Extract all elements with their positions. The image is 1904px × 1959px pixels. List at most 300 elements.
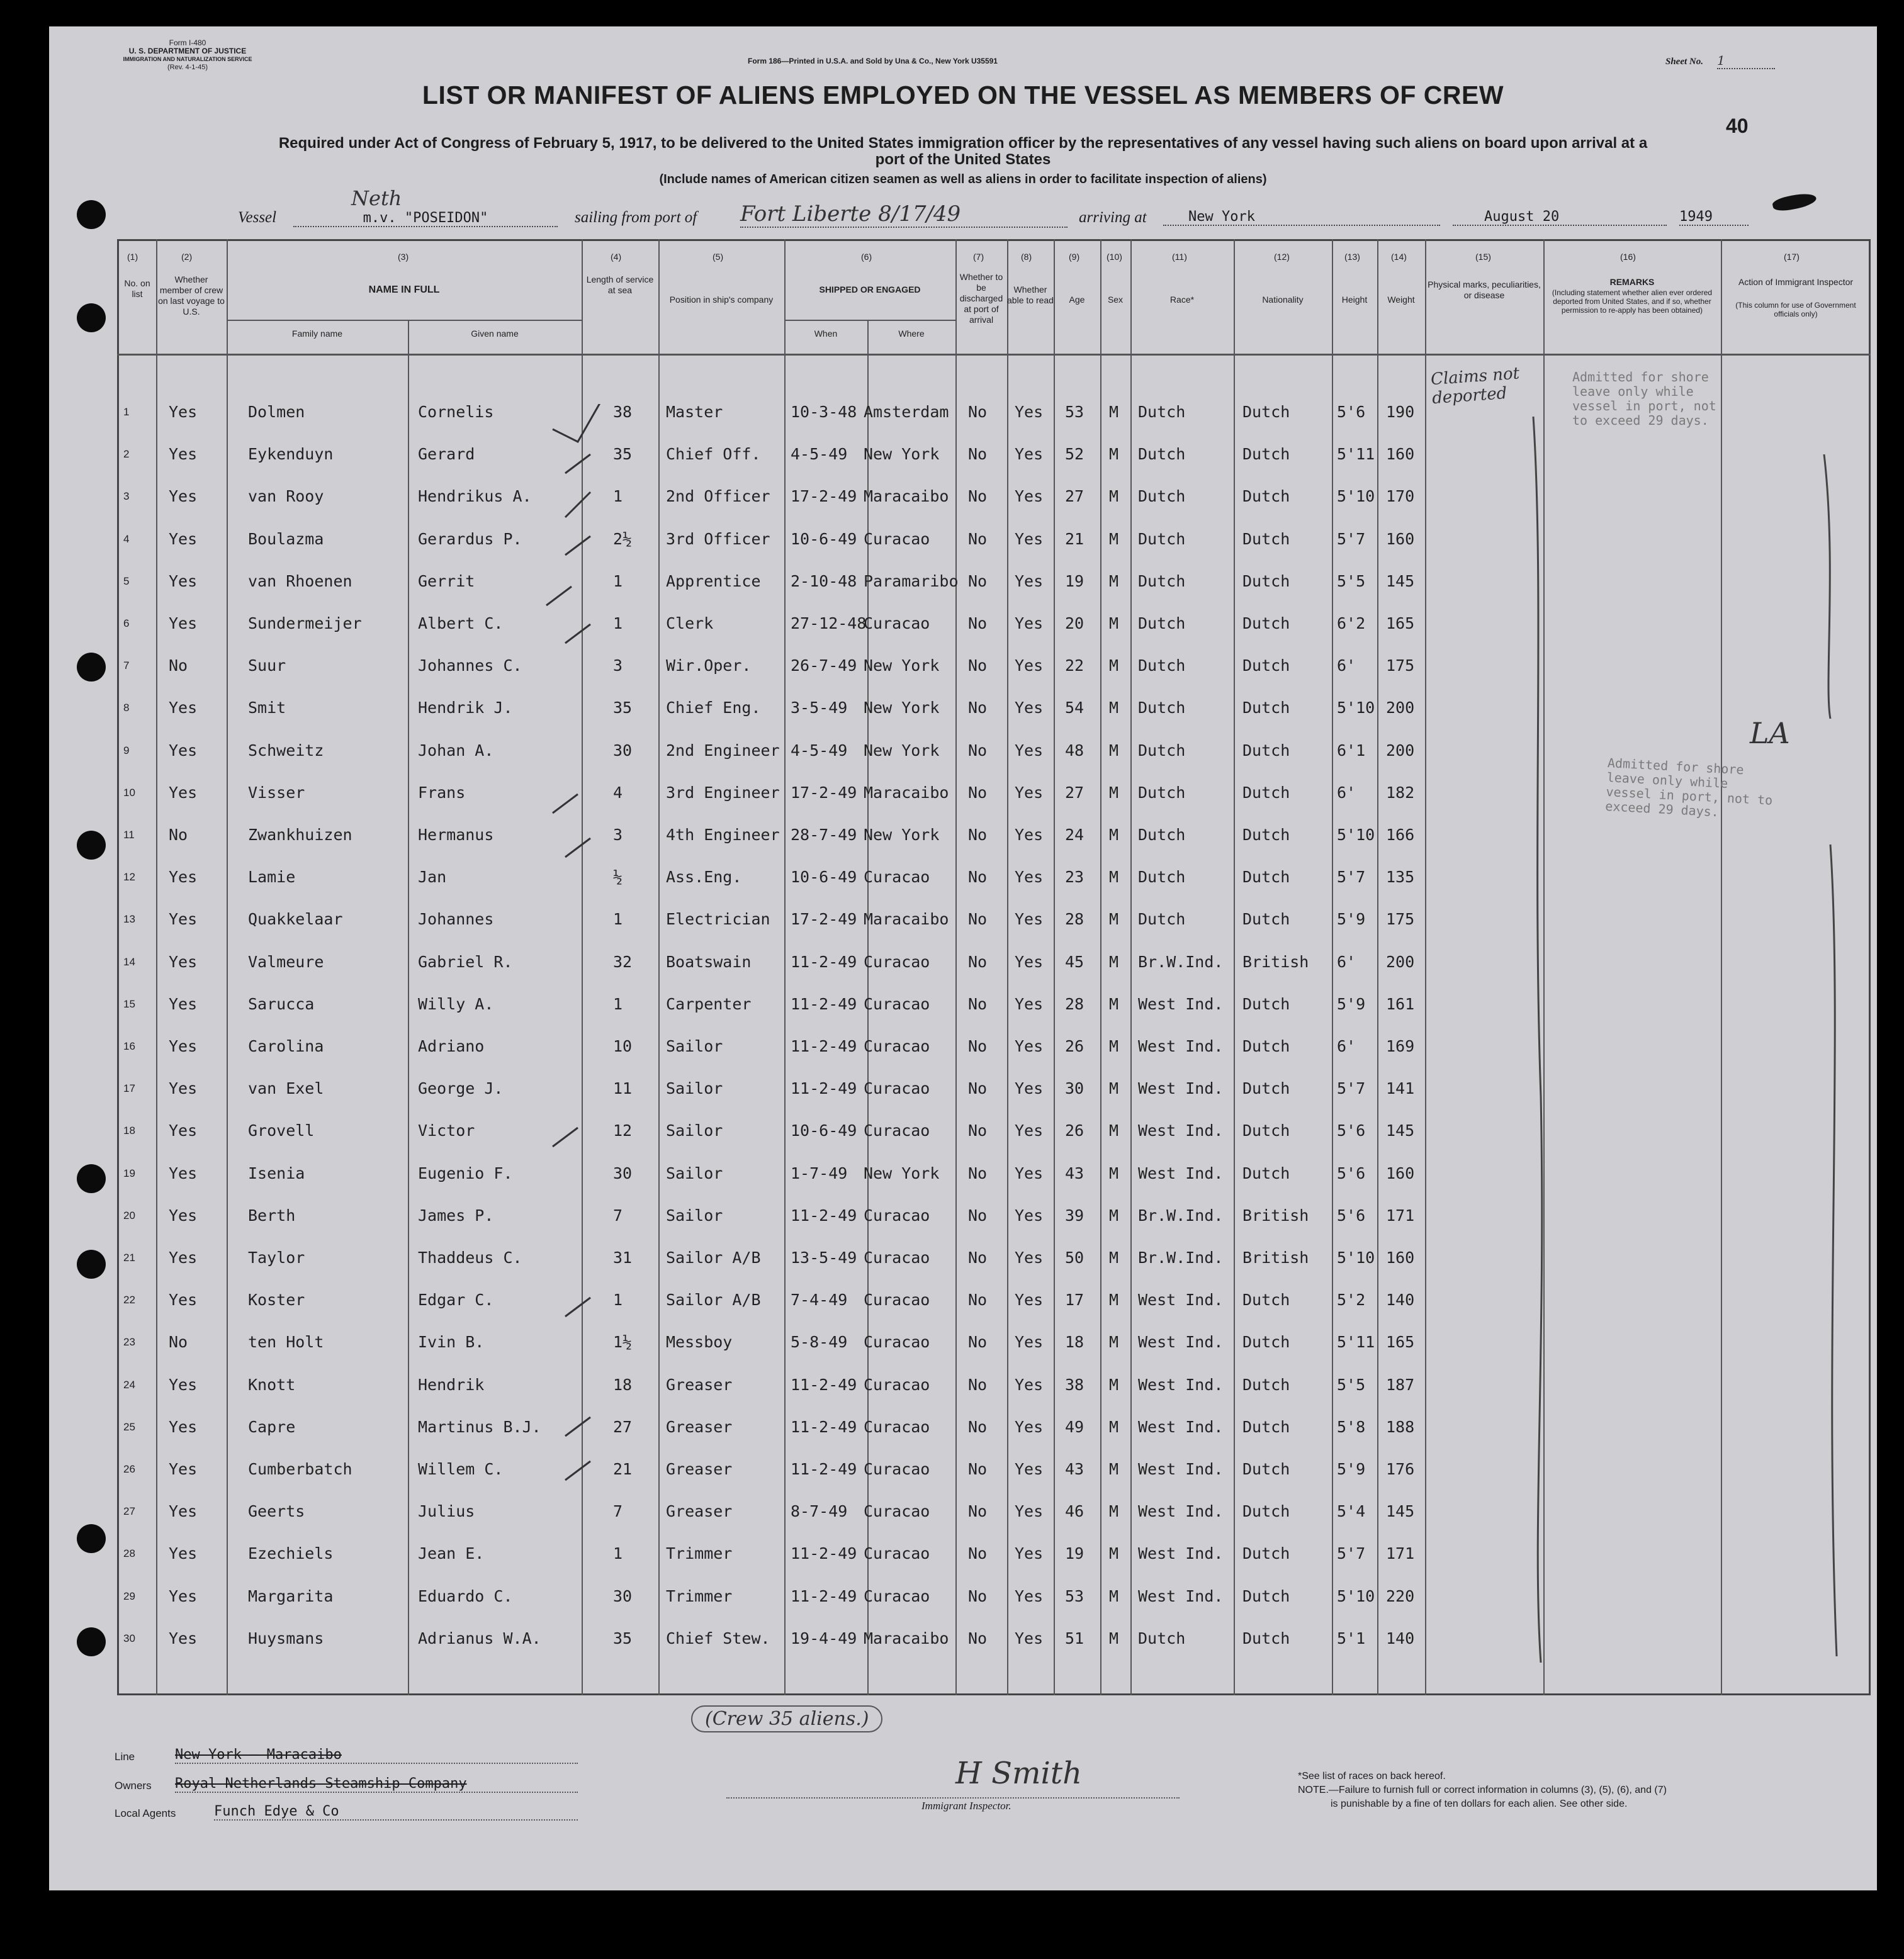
- family-name-cell: Boulazma: [248, 529, 324, 548]
- discharge-cell: No: [968, 403, 988, 421]
- col-num-2: (2): [181, 252, 193, 262]
- col-num-5: (5): [713, 252, 724, 262]
- weight-cell: 200: [1386, 699, 1415, 717]
- weight-cell: 170: [1386, 487, 1415, 506]
- weight-cell: 160: [1386, 1164, 1415, 1182]
- arriving-port: New York: [1163, 209, 1440, 226]
- discharge-cell: No: [968, 1502, 988, 1521]
- given-name-cell: Albert C.: [418, 614, 504, 632]
- shipped-when-cell: 13-5-49: [791, 1249, 857, 1267]
- shipped-when-cell: 10-6-49: [791, 868, 857, 887]
- col-num-13: (13): [1344, 252, 1360, 262]
- height-cell: 6': [1337, 1037, 1356, 1055]
- weight-cell: 135: [1386, 868, 1415, 887]
- prev-voyage-cell: Yes: [169, 1629, 198, 1647]
- given-name-cell: Hendrik J.: [418, 699, 513, 717]
- service-length-cell: 7: [613, 1502, 623, 1521]
- prev-voyage-cell: Yes: [169, 487, 198, 506]
- agents-label: Local Agents: [115, 1807, 176, 1819]
- shipped-when-cell: 1-7-49: [791, 1164, 848, 1182]
- crew-count-handwritten: (Crew 35 aliens.): [691, 1705, 882, 1732]
- penalty-note-1: NOTE.—Failure to furnish full or correct information in columns (3), (5), (6), and (7): [1298, 1785, 1667, 1795]
- nationality-cell: Dutch: [1242, 1121, 1290, 1140]
- weight-cell: 145: [1386, 1502, 1415, 1521]
- printer-line: Form 186—Printed in U.S.A. and Sold by Una & Co., New York U35591: [748, 57, 998, 65]
- shipped-where-cell: Curacao: [864, 1249, 930, 1267]
- prev-voyage-cell: Yes: [169, 1206, 198, 1225]
- nationality-cell: Dutch: [1242, 783, 1290, 802]
- shipped-where-cell: New York: [864, 445, 940, 464]
- height-cell: 5'10: [1337, 699, 1375, 717]
- prev-voyage-cell: No: [169, 826, 188, 844]
- nationality-cell: Dutch: [1242, 699, 1290, 717]
- row-number: 11: [123, 829, 135, 841]
- page-number: 40: [1726, 115, 1749, 137]
- row-number: 20: [123, 1209, 135, 1221]
- family-name-cell: Schweitz: [248, 741, 324, 760]
- weight-cell: 200: [1386, 952, 1415, 971]
- subtitle-line-1: Required under Act of Congress of February 5, 1917, to be delivered to the United States immigration officer by the representatives of any vessel having such aliens on board upon arrival at a: [278, 135, 1648, 152]
- discharge-cell: No: [968, 868, 988, 887]
- hdr-action-sub: (This column for use of Government officials only): [1735, 301, 1856, 318]
- height-cell: 5'7: [1337, 1079, 1366, 1098]
- shipped-where-cell: Curacao: [864, 614, 930, 632]
- position-cell: Messboy: [666, 1333, 733, 1352]
- nationality-cell: Dutch: [1242, 529, 1290, 548]
- row-number: 24: [123, 1378, 135, 1391]
- weight-cell: 165: [1386, 1333, 1415, 1352]
- sex-cell: M: [1109, 1460, 1119, 1478]
- discharge-cell: No: [968, 529, 988, 548]
- given-name-cell: Martinus B.J.: [418, 1417, 541, 1436]
- shipped-when-cell: 17-2-49: [791, 487, 857, 506]
- discharge-cell: No: [968, 571, 988, 590]
- service-length-cell: 2½: [613, 529, 633, 548]
- shipped-when-cell: 27-12-48: [791, 614, 867, 632]
- race-cell: West Ind.: [1138, 1037, 1224, 1055]
- family-name-cell: Taylor: [248, 1249, 305, 1267]
- discharge-cell: No: [968, 994, 988, 1013]
- owners-label: Owners: [115, 1780, 152, 1792]
- sex-cell: M: [1109, 656, 1119, 675]
- race-cell: West Ind.: [1138, 1164, 1224, 1182]
- nationality-cell: British: [1242, 1249, 1309, 1267]
- prev-voyage-cell: Yes: [169, 571, 198, 590]
- sheet-label: Sheet No.: [1665, 57, 1703, 67]
- shipped-when-cell: 3-5-49: [791, 699, 848, 717]
- race-cell: West Ind.: [1138, 1375, 1224, 1394]
- given-name-cell: Adrianus W.A.: [418, 1629, 541, 1647]
- discharge-cell: No: [968, 614, 988, 632]
- weight-cell: 145: [1386, 571, 1415, 590]
- given-name-cell: Edgar C.: [418, 1291, 494, 1310]
- nationality-cell: Dutch: [1242, 656, 1290, 675]
- service-length-cell: 1: [613, 571, 623, 590]
- able-to-read-cell: Yes: [1015, 1121, 1044, 1140]
- col-num-7: (7): [973, 252, 984, 262]
- discharge-cell: No: [968, 1291, 988, 1310]
- prev-voyage-cell: Yes: [169, 1249, 198, 1267]
- family-name-cell: Isenia: [248, 1164, 305, 1182]
- able-to-read-cell: Yes: [1015, 487, 1044, 506]
- age-cell: 18: [1065, 1333, 1084, 1352]
- ditto-marks: [1421, 404, 1874, 1688]
- manifest-sheet: [49, 26, 1877, 1890]
- race-cell: Dutch: [1138, 910, 1186, 929]
- given-name-cell: Hendrikus A.: [418, 487, 532, 506]
- line-value: New York — Maracaibo: [175, 1747, 578, 1764]
- discharge-cell: No: [968, 656, 988, 675]
- shipped-when-cell: 11-2-49: [791, 1544, 857, 1563]
- prev-voyage-cell: Yes: [169, 1502, 198, 1521]
- able-to-read-cell: Yes: [1015, 1502, 1044, 1521]
- able-to-read-cell: Yes: [1015, 1544, 1044, 1563]
- shipped-when-cell: 10-6-49: [791, 529, 857, 548]
- family-name-cell: Sundermeijer: [248, 614, 362, 632]
- weight-cell: 175: [1386, 910, 1415, 929]
- prev-voyage-cell: Yes: [169, 1164, 198, 1182]
- nationality-cell: Dutch: [1242, 1586, 1290, 1605]
- shipped-where-cell: New York: [864, 1164, 940, 1182]
- discharge-cell: No: [968, 1375, 988, 1394]
- nationality-cell: Dutch: [1242, 1417, 1290, 1436]
- position-cell: Sailor A/B: [666, 1249, 761, 1267]
- position-cell: 3rd Officer: [666, 529, 770, 548]
- height-cell: 6': [1337, 952, 1356, 971]
- hdr-able-to-read: Whether able to read: [1007, 284, 1054, 305]
- weight-cell: 140: [1386, 1629, 1415, 1647]
- shipped-when-cell: 4-5-49: [791, 445, 848, 464]
- inspector-label: Immigrant Inspector.: [921, 1800, 1011, 1812]
- service-length-cell: 35: [613, 1629, 633, 1647]
- sex-cell: M: [1109, 1291, 1119, 1310]
- prev-voyage-cell: Yes: [169, 868, 198, 887]
- weight-cell: 171: [1386, 1206, 1415, 1225]
- hdr-where: Where: [898, 328, 925, 339]
- row-number: 25: [123, 1420, 135, 1433]
- given-name-cell: Thaddeus C.: [418, 1249, 522, 1267]
- col-num-9: (9): [1069, 252, 1080, 262]
- signature-line: [726, 1797, 1180, 1799]
- hdr-physical-marks: Physical marks, peculiarities, or disease: [1428, 279, 1541, 300]
- height-cell: 5'11: [1337, 1333, 1375, 1352]
- prev-voyage-cell: Yes: [169, 403, 198, 421]
- height-cell: 5'7: [1337, 1544, 1366, 1563]
- age-cell: 43: [1065, 1164, 1084, 1182]
- row-number: 2: [123, 448, 130, 461]
- row-number: 10: [123, 786, 135, 799]
- age-cell: 46: [1065, 1502, 1084, 1521]
- col-num-14: (14): [1391, 252, 1407, 262]
- hdr-action-inspector: Action of Immigrant Inspector: [1738, 277, 1854, 287]
- nationality-cell: Dutch: [1242, 826, 1290, 844]
- shipped-where-cell: Curacao: [864, 1375, 930, 1394]
- position-cell: Trimmer: [666, 1544, 733, 1563]
- age-cell: 51: [1065, 1629, 1084, 1647]
- row-number: 15: [123, 997, 135, 1010]
- race-cell: Dutch: [1138, 529, 1186, 548]
- discharge-cell: No: [968, 1460, 988, 1478]
- given-name-cell: Victor: [418, 1121, 475, 1140]
- age-cell: 53: [1065, 1586, 1084, 1605]
- family-name-cell: Capre: [248, 1417, 296, 1436]
- service-length-cell: 1: [613, 994, 623, 1013]
- family-name-cell: Cumberbatch: [248, 1460, 352, 1478]
- shipped-when-cell: 11-2-49: [791, 1417, 857, 1436]
- nationality-cell: Dutch: [1242, 614, 1290, 632]
- family-name-cell: Quakkelaar: [248, 910, 343, 929]
- position-cell: Sailor: [666, 1037, 723, 1055]
- race-cell: Dutch: [1138, 445, 1186, 464]
- prev-voyage-cell: Yes: [169, 1417, 198, 1436]
- discharge-cell: No: [968, 1121, 988, 1140]
- hdr-nationality: Nationality: [1262, 295, 1304, 305]
- service-length-cell: 11: [613, 1079, 633, 1098]
- able-to-read-cell: Yes: [1015, 1037, 1044, 1055]
- position-cell: Sailor: [666, 1206, 723, 1225]
- discharge-cell: No: [968, 1544, 988, 1563]
- able-to-read-cell: Yes: [1015, 1586, 1044, 1605]
- position-cell: Ass.Eng.: [666, 868, 742, 887]
- service-length-cell: 1: [613, 614, 623, 632]
- discharge-cell: No: [968, 952, 988, 971]
- service-length-cell: 3: [613, 826, 623, 844]
- shipped-when-cell: 17-2-49: [791, 783, 857, 802]
- hdr-shipped-engaged: SHIPPED OR ENGAGED: [819, 284, 921, 295]
- age-cell: 27: [1065, 783, 1084, 802]
- shipped-when-cell: 28-7-49: [791, 826, 857, 844]
- family-name-cell: Zwankhuizen: [248, 826, 352, 844]
- prev-voyage-cell: Yes: [169, 1586, 198, 1605]
- height-cell: 5'2: [1337, 1291, 1366, 1310]
- row-number: 22: [123, 1294, 135, 1306]
- sailing-port: Fort Liberte 8/17/49: [740, 201, 1067, 228]
- family-name-cell: Ezechiels: [248, 1544, 334, 1563]
- sex-cell: M: [1109, 994, 1119, 1013]
- able-to-read-cell: Yes: [1015, 445, 1044, 464]
- family-name-cell: Eykenduyn: [248, 445, 334, 464]
- age-cell: 30: [1065, 1079, 1084, 1098]
- shipped-where-cell: Amsterdam: [864, 403, 949, 421]
- sex-cell: M: [1109, 741, 1119, 760]
- races-note: *See list of races on back hereof.: [1298, 1771, 1446, 1782]
- service-length-cell: 10: [613, 1037, 633, 1055]
- hdr-remarks-sub: (Including statement whether alien ever ordered deported from United States, and if so, whether permission to re-apply has been obtained): [1552, 288, 1713, 315]
- prev-voyage-cell: Yes: [169, 529, 198, 548]
- height-cell: 5'9: [1337, 1460, 1366, 1478]
- hdr-discharged: Whether to be discharged at port of arrival: [959, 272, 1003, 325]
- row-number: 13: [123, 913, 135, 926]
- hdr-length-of-service: Length of service at sea: [586, 274, 654, 295]
- discharge-cell: No: [968, 487, 988, 506]
- service-length-cell: 12: [613, 1121, 633, 1140]
- col-num-6: (6): [861, 252, 872, 262]
- nationality-cell: Dutch: [1242, 487, 1290, 506]
- family-name-cell: ten Holt: [248, 1333, 324, 1352]
- service: IMMIGRATION AND NATURALIZATION SERVICE: [123, 56, 252, 62]
- hdr-given-name: Given name: [471, 328, 519, 339]
- given-name-cell: Adriano: [418, 1037, 485, 1055]
- position-cell: Greaser: [666, 1460, 733, 1478]
- nationality-cell: Dutch: [1242, 1079, 1290, 1098]
- service-length-cell: 30: [613, 1586, 633, 1605]
- age-cell: 28: [1065, 994, 1084, 1013]
- service-length-cell: 31: [613, 1249, 633, 1267]
- row-number: 23: [123, 1336, 135, 1349]
- nationality-cell: Dutch: [1242, 571, 1290, 590]
- prev-voyage-cell: Yes: [169, 1544, 198, 1563]
- vessel-name: m.v. "POSEIDON": [293, 210, 558, 227]
- arriving-label: arriving at: [1079, 209, 1147, 226]
- sex-cell: M: [1109, 1206, 1119, 1225]
- row-number: 1: [123, 406, 130, 418]
- hdr-prev-voyage: Whether member of crew on last voyage to U.S.: [158, 274, 225, 317]
- col-num-3: (3): [398, 252, 409, 262]
- able-to-read-cell: Yes: [1015, 1291, 1044, 1310]
- weight-cell: 140: [1386, 1291, 1415, 1310]
- given-name-cell: Gerard: [418, 445, 475, 464]
- shipped-where-cell: Curacao: [864, 1502, 930, 1521]
- age-cell: 54: [1065, 699, 1084, 717]
- position-cell: Apprentice: [666, 571, 761, 590]
- hdr-position: Position in ship's company: [669, 295, 774, 305]
- sex-cell: M: [1109, 699, 1119, 717]
- shipped-where-cell: Curacao: [864, 1079, 930, 1098]
- able-to-read-cell: Yes: [1015, 529, 1044, 548]
- nationality-cell: Dutch: [1242, 741, 1290, 760]
- family-name-cell: Carolina: [248, 1037, 324, 1055]
- nationality-cell: British: [1242, 1206, 1309, 1225]
- family-name-cell: Smit: [248, 699, 286, 717]
- shipped-when-cell: 7-4-49: [791, 1291, 848, 1310]
- discharge-cell: No: [968, 1586, 988, 1605]
- sex-cell: M: [1109, 1164, 1119, 1182]
- hdr-sex: Sex: [1107, 295, 1124, 305]
- hdr-family-name: Family name: [291, 328, 343, 339]
- race-cell: West Ind.: [1138, 1417, 1224, 1436]
- able-to-read-cell: Yes: [1015, 1079, 1044, 1098]
- nationality-cell: Dutch: [1242, 994, 1290, 1013]
- sex-cell: M: [1109, 403, 1119, 421]
- shipped-where-cell: Maracaibo: [864, 1629, 949, 1647]
- able-to-read-cell: Yes: [1015, 571, 1044, 590]
- shipped-where-cell: Curacao: [864, 1037, 930, 1055]
- weight-cell: 171: [1386, 1544, 1415, 1563]
- service-length-cell: 1: [613, 1291, 623, 1310]
- given-name-cell: Eduardo C.: [418, 1586, 513, 1605]
- discharge-cell: No: [968, 699, 988, 717]
- given-name-cell: Hermanus: [418, 826, 494, 844]
- weight-cell: 200: [1386, 741, 1415, 760]
- vessel-label: Vessel: [238, 209, 277, 226]
- able-to-read-cell: Yes: [1015, 868, 1044, 887]
- owners-value: Royal Netherlands Steamship Company: [175, 1776, 578, 1793]
- shipped-where-cell: Curacao: [864, 1291, 930, 1310]
- shipped-when-cell: 11-2-49: [791, 1079, 857, 1098]
- shipped-where-cell: Paramaribo: [864, 571, 959, 590]
- row-number: 12: [123, 871, 135, 884]
- given-name-cell: Willem C.: [418, 1460, 504, 1478]
- race-cell: West Ind.: [1138, 1586, 1224, 1605]
- prev-voyage-cell: Yes: [169, 445, 198, 464]
- age-cell: 38: [1065, 1375, 1084, 1394]
- service-length-cell: 30: [613, 741, 633, 760]
- sex-cell: M: [1109, 910, 1119, 929]
- service-length-cell: ½: [613, 868, 623, 887]
- shipped-where-cell: Maracaibo: [864, 910, 949, 929]
- able-to-read-cell: Yes: [1015, 656, 1044, 675]
- weight-cell: 175: [1386, 656, 1415, 675]
- age-cell: 48: [1065, 741, 1084, 760]
- able-to-read-cell: Yes: [1015, 910, 1044, 929]
- shipped-when-cell: 19-4-49: [791, 1629, 857, 1647]
- height-cell: 5'6: [1337, 1121, 1366, 1140]
- row-number: 26: [123, 1463, 135, 1475]
- discharge-cell: No: [968, 1249, 988, 1267]
- race-cell: Dutch: [1138, 487, 1186, 506]
- col-num-12: (12): [1274, 252, 1290, 262]
- height-cell: 6': [1337, 656, 1356, 675]
- able-to-read-cell: Yes: [1015, 403, 1044, 421]
- subtitle-line-3: (Include names of American citizen seamen as well as aliens in order to facilitate inspection of aliens): [659, 172, 1267, 186]
- able-to-read-cell: Yes: [1015, 1206, 1044, 1225]
- family-name-cell: Lamie: [248, 868, 296, 887]
- vessel-flag-handwritten: Neth: [351, 186, 402, 210]
- remarks-stamp-2: Admitted for shore leave only while vessel in port, not to exceed 29 days.: [1604, 755, 1773, 820]
- able-to-read-cell: Yes: [1015, 741, 1044, 760]
- sex-cell: M: [1109, 783, 1119, 802]
- given-name-cell: Gerardus P.: [418, 529, 522, 548]
- nationality-cell: Dutch: [1242, 445, 1290, 464]
- race-cell: West Ind.: [1138, 1333, 1224, 1352]
- position-cell: Greaser: [666, 1417, 733, 1436]
- nationality-cell: Dutch: [1242, 1291, 1290, 1310]
- age-cell: 19: [1065, 1544, 1084, 1563]
- shipped-where-cell: New York: [864, 699, 940, 717]
- discharge-cell: No: [968, 1037, 988, 1055]
- position-cell: Chief Stew.: [666, 1629, 770, 1647]
- height-cell: 5'10: [1337, 1586, 1375, 1605]
- able-to-read-cell: Yes: [1015, 1417, 1044, 1436]
- weight-cell: 161: [1386, 994, 1415, 1013]
- shipped-where-cell: Curacao: [864, 1544, 930, 1563]
- line-label: Line: [115, 1751, 135, 1763]
- position-cell: Boatswain: [666, 952, 752, 971]
- service-length-cell: 32: [613, 952, 633, 971]
- family-name-cell: Berth: [248, 1206, 296, 1225]
- shipped-where-cell: Curacao: [864, 1460, 930, 1478]
- weight-cell: 160: [1386, 1249, 1415, 1267]
- sex-cell: M: [1109, 1037, 1119, 1055]
- position-cell: Chief Off.: [666, 445, 761, 464]
- shipped-when-cell: 10-3-48: [791, 403, 857, 421]
- prev-voyage-cell: Yes: [169, 910, 198, 929]
- able-to-read-cell: Yes: [1015, 1629, 1044, 1647]
- row-number: 30: [123, 1632, 135, 1644]
- height-cell: 5'10: [1337, 487, 1375, 506]
- family-name-cell: Visser: [248, 783, 305, 802]
- able-to-read-cell: Yes: [1015, 614, 1044, 632]
- able-to-read-cell: Yes: [1015, 1249, 1044, 1267]
- row-number: 18: [123, 1125, 135, 1137]
- discharge-cell: No: [968, 741, 988, 760]
- race-cell: West Ind.: [1138, 1502, 1224, 1521]
- weight-cell: 220: [1386, 1586, 1415, 1605]
- discharge-cell: No: [968, 1417, 988, 1436]
- shipped-when-cell: 11-2-49: [791, 1586, 857, 1605]
- discharge-cell: No: [968, 1079, 988, 1098]
- inspector-signature: H Smith: [955, 1756, 1083, 1791]
